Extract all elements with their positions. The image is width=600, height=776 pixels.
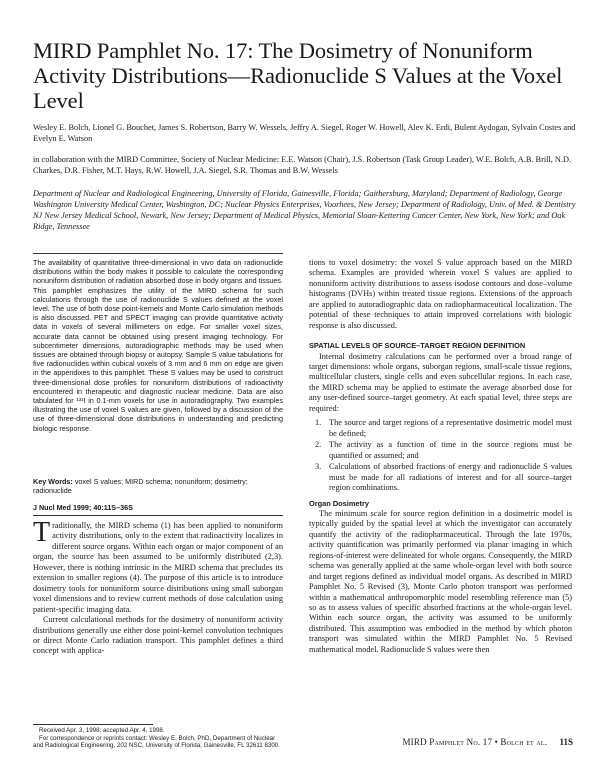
subsection-heading: Organ Dosimetry — [309, 499, 369, 509]
keywords: voxel S values; MIRD schema; nonuniform; dosimetry; radionuclide — [33, 477, 248, 496]
keywords-label: Key Words: — [33, 477, 73, 486]
abstract: The availability of quantitative three-dimensional in vivo data on radionuclide distributions within the body makes it possible to calculate the corresponding nonuniform distribution of radiation absorbed dose in body organs and tissues. This pamphlet emphasizes the utility of the MIRD schema for such calculations through the use of radionuclide S values defined at the voxel level. The use of both dose point-kernels and Monte Carlo simulation methods is also discussed. PET and SPECT imaging can provide quantitative activity data in voxels of several millimeters on edge. For smaller voxel sizes, accurate data cannot be obtained using present imaging technology. For subcentimeter dimensions, autoradiographic methods may be used when tissues are obtained through biopsy or autopsy. Sample S value tabulations for five radionuclides within cubical voxels of 3 mm and 6 mm on edge are given in the appendixes to this pamphlet. These S values may be used to construct three-dimensional dose profiles for nonuniform distributions of radioactivity encountered in therapeutic and diagnostic nuclear medicine. Data are also tabulated for ¹³¹I in 0.1-mm voxels for use in autoradiography. Two examples illustrating the use of voxel S values are given, followed by a discussion of the use of three-dimensional dose distributions in understanding and predicting biologic response. — [33, 258, 283, 433]
received-date: Received Apr. 3, 1998; accepted Apr. 4, 1998. — [39, 727, 165, 734]
author-list: Wesley E. Bolch, Lionel G. Bouchet, James S. Robertson, Barry W. Wessels, Jeffry A. Siegel, Roger W. Howell, Alev K. Erdi, Bulent Aydogan, Sylvain Costes and Evelyn E. Watson — [33, 123, 576, 143]
footnote-rule — [33, 724, 153, 725]
page-footer — [343, 737, 573, 747]
abstract-bottom-rule — [33, 515, 283, 516]
list-item: 1. The source and target regions of a representative dosimetric model must be defined; — [315, 418, 572, 438]
abstract-top-rule — [33, 253, 283, 254]
correspondence: For correspondence or reprints contact: Wesley E. Bolch, PhD, Department of Nuclear and Radiological Engineering, 202 NSC, University of Florida, Gainesville, FL 32611 8300. — [33, 734, 280, 749]
footnote — [33, 727, 283, 750]
drop-cap: T — [33, 517, 51, 548]
right-column — [309, 258, 572, 655]
right-paragraph-2: Internal dosimetry calculations can be performed over a broad range of target dimensions: whole organs, suborgan regions, small-scale tissue regions, multicellular clusters, single cells and even subcellular regions. In each case, the MIRD schema may be applied to estimate the average absorbed dose for any user-defined source–target geometry. At each spatial level, three steps are required: — [309, 351, 572, 413]
collaboration-note: in collaboration with the MIRD Committee, Society of Nuclear Medicine: E.E. Watson (Chair), J.S. Robertson (Task Group Leader), W.E. Bolch, A.B. Brill, N.D. Charkes, D.R. Fisher, M.T. Hays, R.W. Howell, J.A. Siegel, S.R. Thomas and B.W. Wessels — [33, 155, 572, 175]
right-paragraph-1: tions to voxel dosimetry: the voxel S value approach based on the MIRD schema. Examples are provided wherein voxel S values are applied to nonuniform activity distributions to assess isodose contours and dose–volume histograms (DVHs) within treated tissue regions. Extensions of the approach are applied to autoradiographic data on radiopharmaceutical localization. The potential of these techniques to attain improved correlations with biologic response is also discussed. — [309, 258, 572, 330]
steps-list — [309, 418, 572, 493]
list-item: 2. The activity as a function of time in the source regions must be quantified or assumed; and — [315, 440, 572, 460]
intro-paragraph-2: Current calculational methods for the dosimetry of nonuniform activity distributions generally use either dose point-kernel convolution techniques or direct Monte Carlo radiation transport. This pamphlet defines a third concept with applica- — [33, 615, 283, 656]
intro-paragraph-1: Traditionally, the MIRD schema (1) has been applied to nonuniform activity distributions, only to the extent that radioactivity localizes in different source organs. Within each organ or major component of an organ, the source has been assumed to be uniformly distributed (2,3). However, there is nothing intrinsic in the MIRD schema that precludes its extension to smaller regions (4). The purpose of this article is to introduce dosimetry tools for nonuniform source distributions using small suborgan voxel dimensions and to review current methods of dose calculation using patient-specific imaging data. — [33, 517, 283, 614]
keywords-line — [33, 477, 283, 495]
article-title: MIRD Pamphlet No. 17: The Dosimetry of Nonuniform Activity Distributions—Radionuclide S Values at the Voxel Level — [33, 38, 563, 113]
journal-citation: J Nucl Med 1999; 40:11S–36S — [33, 503, 133, 512]
section-heading: SPATIAL LEVELS OF SOURCE–TARGET REGION DEFINITION — [309, 341, 526, 351]
right-paragraph-3: The minimum scale for source region definition in a dosimetric model is typically guided by the spatial level at which the investigator can accurately quantify the activity of the radiopharmaceutical. Through the late 1970s, activity quantification was primarily performed via planar imaging in which regions-of-interest were delineated for whole organs. Consequently, the MIRD schema was generally applied at the same whole-organ level with both source and target regions defined as individual model organs. As described in MIRD Pamphlet No. 5 Revised (3), Monte Carlo photon transport was performed within a mathematical anthropomorphic model resembling reference man (5) so as to assess values of specific absorbed fractions at the whole-organ level. Within each source organ, the activity was assumed to be uniformly distributed. This assumption was embodied in the method by which photon transport was simulated within the MIRD Pamphlet No. 5 Revised mathematical model. Radionuclide S values were then — [309, 508, 572, 654]
intro-text — [33, 517, 283, 657]
affiliations: Department of Nuclear and Radiological Engineering, University of Florida, Gainesville, Florida; Gaithersburg, Maryland; Department of Radiology, George Washington University Medical Center, Washington, DC; Nuclear Physics Enterprises, Voorhees, New Jersey; Department of Radiology, Univ. of Med. & Dentistry NJ New Jersey Medical School, Newark, New Jersey; Department of Medical Physics, Memorial Sloan-Kettering Cancer Center, New York, New York; and Oak Ridge, Tennessee — [33, 189, 576, 231]
page-number: 11S — [559, 737, 573, 747]
running-title: MIRD Pamphlet No. 17 • Bolch et al. — [402, 737, 548, 747]
list-item: 3. Calculations of absorbed fractions of energy and radionuclide S values must be made for all radiations of interest and for all source–target region combinations. — [315, 462, 572, 493]
